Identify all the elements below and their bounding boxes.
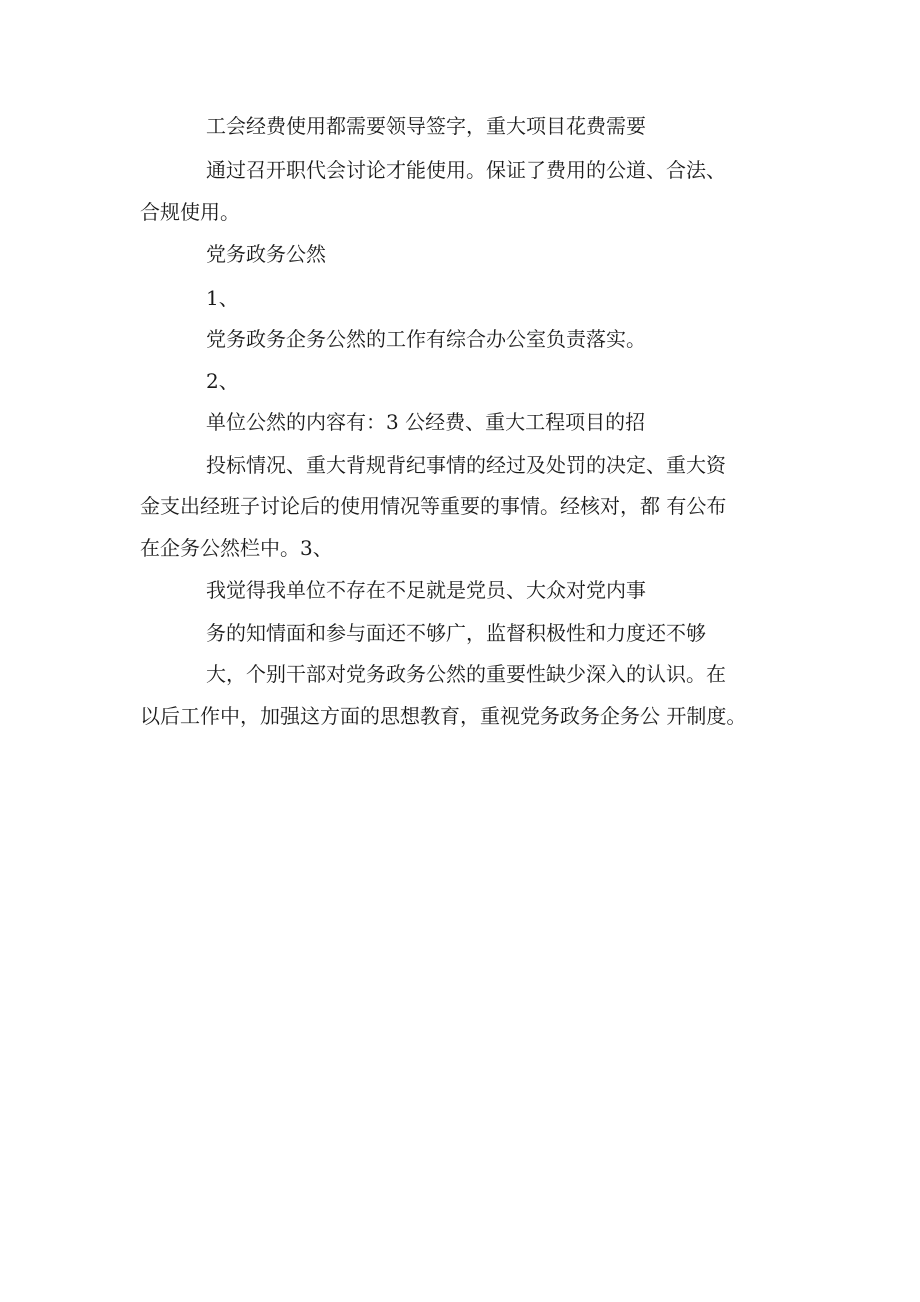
text-line: 合规使用。 [140,200,240,224]
text-line: 务的知情面和参与面还不够广，监督积极性和力度还不够 [206,621,706,645]
list-number: 2、 [206,369,239,393]
text-line: 党务政务企务公然的工作有综合办公室负责落实。 [206,327,646,351]
text-line: 单位公然的内容有：3 公经费、重大工程项目的招 [206,410,646,434]
list-number: 1、 [206,286,239,310]
text-line: 以后工作中，加强这方面的思想教育，重视党务政务企务公 开制度。 [140,704,747,728]
text-line: 大，个别干部对党务政务公然的重要性缺少深入的认识。在 [206,662,726,686]
text-line: 在企务公然栏中。3、 [140,536,333,560]
section-heading: 党务政务公然 [206,242,326,266]
text-line: 通过召开职代会讨论才能使用。保证了费用的公道、合法、 [206,158,726,182]
text-line: 投标情况、重大背规背纪事情的经过及处罚的决定、重大资 [206,453,726,477]
text-line: 我觉得我单位不存在不足就是党员、大众对党内事 [206,578,646,602]
text-line: 工会经费使用都需要领导签字，重大项目花费需要 [206,114,646,138]
text-line: 金支出经班子讨论后的使用情况等重要的事情。经核对，都 有公布 [140,494,727,518]
